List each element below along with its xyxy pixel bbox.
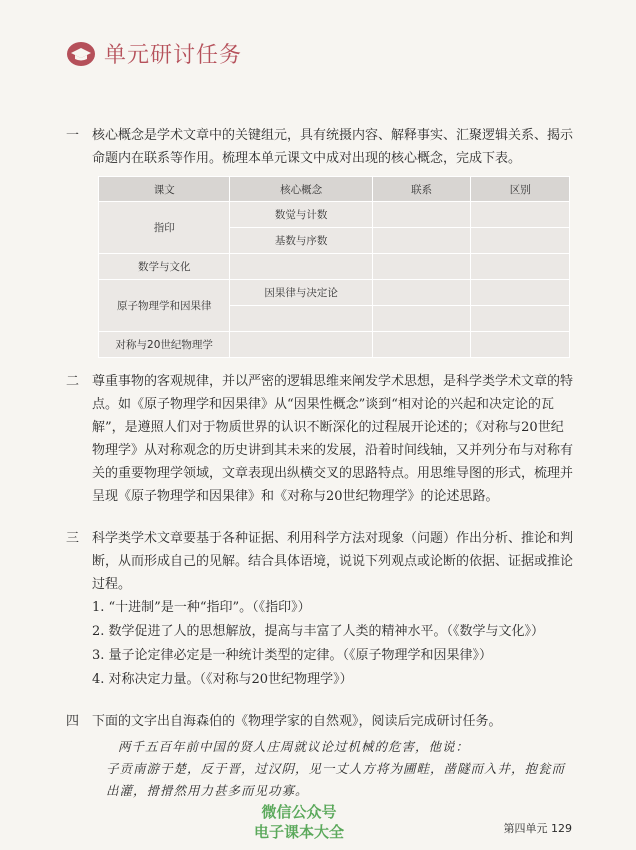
table-cell [230, 254, 372, 280]
task-4 [66, 710, 576, 733]
table-cell [372, 228, 471, 254]
task-text: 核心概念是学术文章中的关键组元，具有统摄内容、解释事实、汇聚逻辑关系、揭示命题内在联系等作用。梳理本单元课文中成对出现的核心概念，完成下表。 [92, 128, 574, 166]
viewpoint-list [92, 596, 576, 692]
task-number: 二 [66, 374, 80, 389]
table-row [99, 254, 570, 280]
task-3 [66, 527, 576, 692]
table-cell: 指印 [99, 202, 230, 254]
table-cell [372, 332, 471, 358]
table-cell [471, 332, 570, 358]
task-number: 四 [66, 714, 80, 729]
table-cell: 原子物理学和因果律 [99, 280, 230, 332]
table-cell [230, 306, 372, 332]
table-header: 区别 [471, 177, 570, 202]
table-cell [471, 306, 570, 332]
table-header: 核心概念 [230, 177, 372, 202]
table-cell [471, 254, 570, 280]
task-text: 下面的文字出自海森伯的《物理学家的自然观》，阅读后完成研讨任务。 [92, 714, 502, 729]
unit-header [66, 38, 242, 69]
task-1 [66, 124, 576, 170]
page-title: 单元研讨任务 [104, 43, 243, 68]
table-cell [471, 202, 570, 228]
table-cell [471, 280, 570, 306]
table-row [99, 332, 570, 358]
list-item: 2. 数学促进了人的思想解放，提高与丰富了人类的精神水平。（《数学与文化》） [92, 624, 545, 639]
graduation-cap-icon [66, 41, 96, 67]
table-header: 课文 [99, 177, 230, 202]
table-cell [372, 202, 471, 228]
table-cell: 数学与文化 [99, 254, 230, 280]
table-header: 联系 [372, 177, 471, 202]
watermark-line: 微信公众号 [261, 803, 337, 821]
task-text: 科学类学术文章要基于各种证据、利用科学方法对现象（问题）作出分析、推论和判断，从而形成自己的见解。结合具体语境，说说下列观点或论断的依据、证据或推论过程。 [92, 531, 574, 592]
task-number: 一 [66, 128, 80, 143]
table-cell: 因果律与决定论 [230, 280, 372, 306]
table-cell: 基数与序数 [230, 228, 372, 254]
table-cell: 数觉与计数 [230, 202, 372, 228]
watermark-line: 电子课本大全 [254, 823, 345, 841]
table-row [99, 202, 570, 228]
list-item: 1. “十进制”是一种“指印”。（《指印》） [92, 600, 311, 615]
watermark [254, 802, 344, 842]
quote-intro: 两千五百年前中国的贤人庄周就议论过机械的危害，他说： [118, 739, 470, 754]
table-cell [372, 306, 471, 332]
task-number: 三 [66, 531, 80, 546]
list-item: 4. 对称决定力量。（《对称与20世纪物理学》） [92, 672, 353, 687]
table-cell [230, 332, 372, 358]
list-item: 3. 量子论定律必定是一种统计类型的定律。（《原子物理学和因果律》） [92, 648, 493, 663]
table-row [99, 280, 570, 306]
table-header-row [99, 177, 570, 202]
quote-text: 子贡南游于楚，反于晋，过汉阴，见一丈人方将为圃畦，凿隧而入井，抱瓮而出灌，搰搰然用力甚多而见功寡。 [106, 761, 566, 798]
concept-table [98, 176, 570, 358]
task-text: 尊重事物的客观规律，并以严密的逻辑思维来阐发学术思想，是科学类学术文章的特点。如《原子物理学和因果律》从“因果性概念”谈到“相对论的兴起和决定论的瓦解”，是遵照人们对于物质世界的认识不断深化的过程展开论述的；《对称与20世纪物理学》从对称观念的历史讲到其未来的发展，沿着时间线轴，又并列分布与对称有关的重要物理学领域，文章表现出纵横交叉的思路特点。用思维导图的形式，梳理并呈现《原子物理学和因果律》和《对称与20世纪物理学》的论述思路。 [92, 374, 574, 504]
task-2 [66, 370, 576, 508]
table-cell [372, 254, 471, 280]
table-cell: 对称与20世纪物理学 [99, 332, 230, 358]
table-cell [471, 228, 570, 254]
table-cell [372, 280, 471, 306]
page-number: 第四单元 129 [503, 822, 572, 835]
